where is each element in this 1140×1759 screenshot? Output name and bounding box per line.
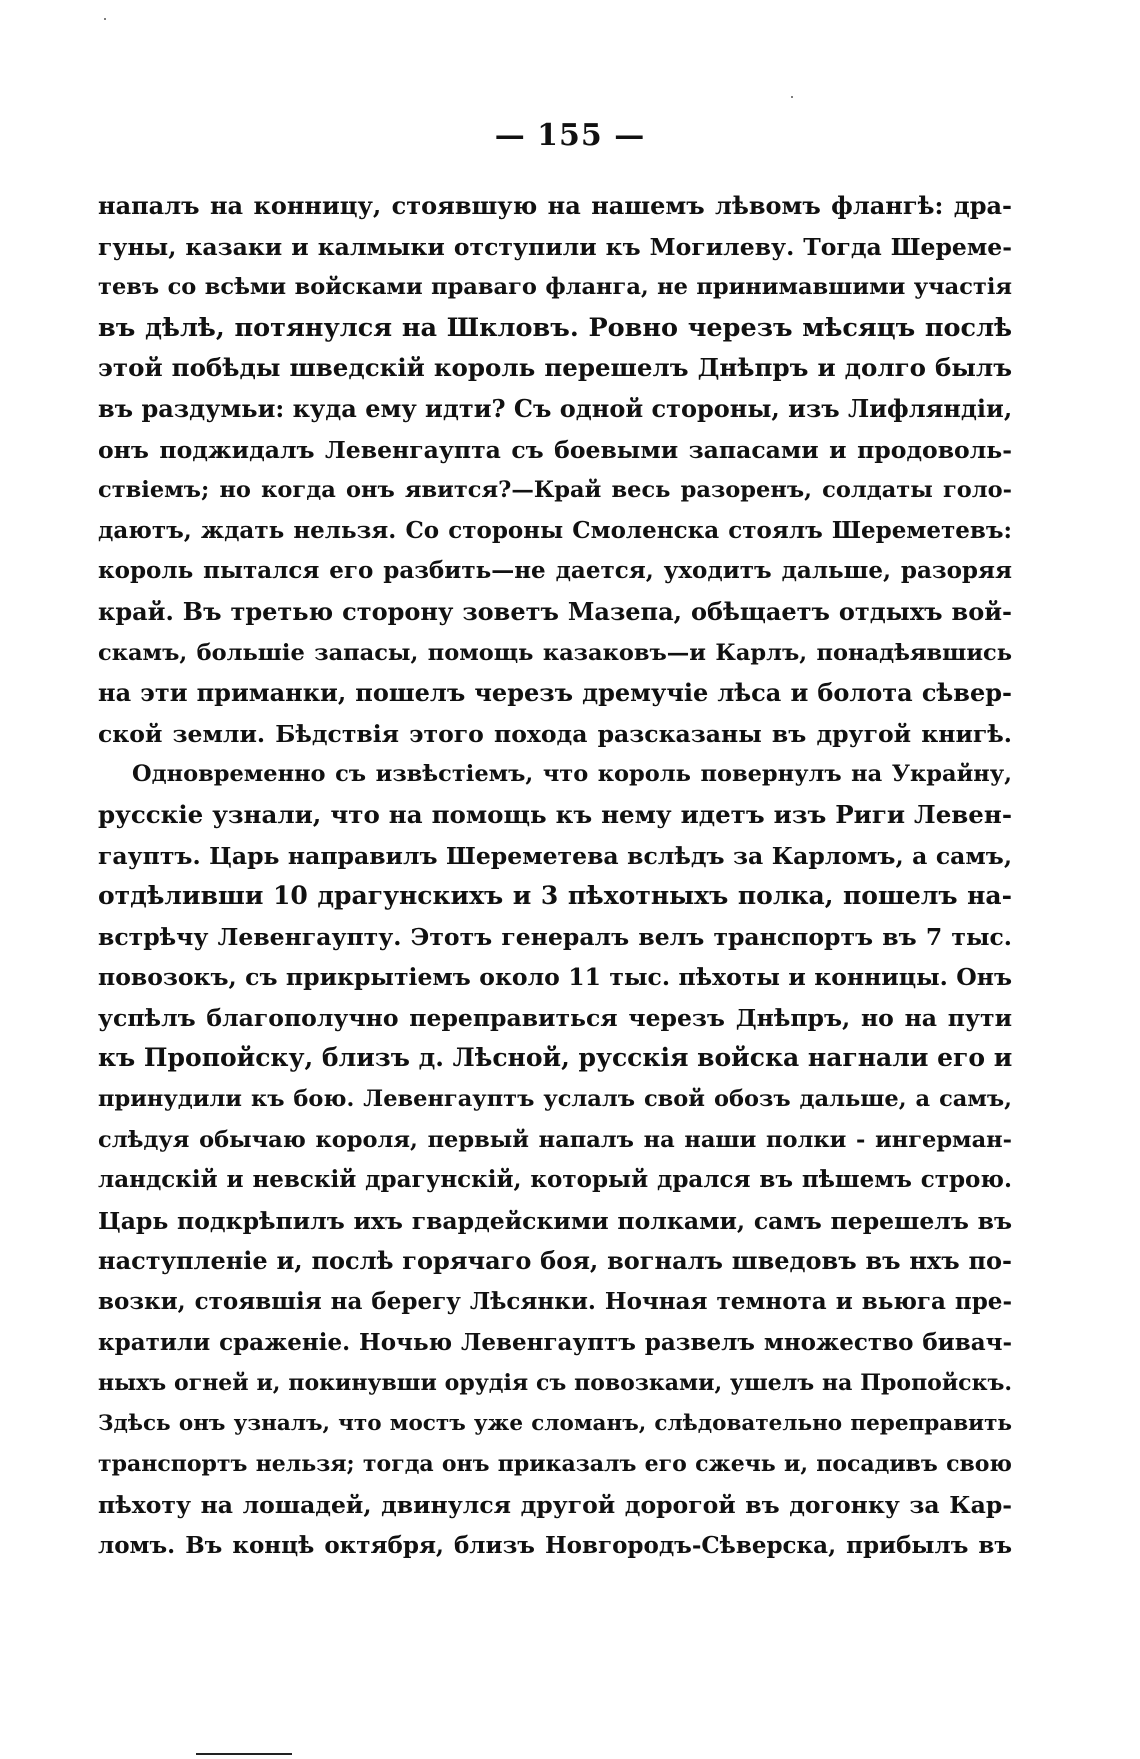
text-line: отдѣливши 10 драгунскихъ и 3 пѣхотныхъ полка, пошелъ на- — [98, 881, 1012, 911]
text-line: король пытался его разбить—не дается, уходитъ дальше, разоряя — [98, 557, 1012, 585]
scan-speck — [791, 96, 793, 98]
text-line: гауптъ. Царь направилъ Шереметева вслѣдъ за Карломъ, а самъ, — [98, 841, 1012, 870]
text-line: Царь подкрѣпилъ ихъ гвардейскими полками, самъ перешелъ въ — [98, 1206, 1012, 1235]
text-line: край. Въ третью сторону зоветъ Мазепа, обѣщаетъ отдыхъ вой- — [98, 596, 1012, 626]
text-line: кратили сраженіе. Ночью Левенгауптъ развелъ множество бивач- — [98, 1328, 1012, 1356]
footer-rule — [196, 1753, 292, 1755]
text-line: повозокъ, съ прикрытіемъ около 11 тыс. пѣхоты и конницы. Онъ — [98, 963, 1012, 992]
text-line: къ Пропойску, близъ д. Лѣсной, русскія войска нагнали его и — [98, 1043, 1012, 1073]
scan-speck — [104, 18, 106, 20]
text-line: наступленіе и, послѣ горячаго боя, вогналъ шведовъ въ нхъ по- — [98, 1246, 1012, 1276]
text-line: русскіе узнали, что на помощь къ нему идетъ изъ Риги Левен- — [98, 799, 1012, 829]
paragraph-start-line: Одновременно съ извѣстіемъ, что король повернулъ на Украйну, — [132, 761, 1012, 788]
text-line: въ раздумьи: куда ему идти? Съ одной стороны, изъ Лифляндіи, — [98, 393, 1012, 423]
text-line: тевъ со всѣми войсками праваго фланга, не принимавшими участія — [98, 274, 1012, 301]
text-line: принудили къ бою. Левенгауптъ услалъ свой обозъ дальше, а самъ, — [98, 1086, 1012, 1113]
text-line: транспортъ нельзя; тогда онъ приказалъ его сжечь и, посадивъ свою — [98, 1451, 1012, 1478]
text-line: напалъ на конницу, стоявшую на нашемъ лѣвомъ флангѣ: дра- — [98, 191, 1012, 220]
text-line: ской земли. Бѣдствія этого похода разсказаны въ другой книгѣ. — [98, 719, 1012, 748]
page-number: — 155 — — [494, 118, 646, 153]
text-line: скамъ, большіе запасы, помощь казаковъ—и Карлъ, понадѣявшись — [98, 639, 1012, 666]
text-line: встрѣчу Левенгаупту. Этотъ генералъ велъ транспортъ въ 7 тыс. — [98, 922, 1012, 951]
text-line: Здѣсь онъ узналъ, что мостъ уже сломанъ, слѣдовательно переправить — [98, 1410, 1012, 1436]
body-text — [98, 186, 1012, 1566]
text-line: онъ поджидалъ Левенгаупта съ боевыми запасами и продоволь- — [98, 435, 1012, 464]
text-line: возки, стоявшія на берегу Лѣсянки. Ночная темнота и вьюга пре- — [98, 1288, 1012, 1316]
text-line: успѣлъ благополучно переправиться черезъ Днѣпръ, но на пути — [98, 1003, 1012, 1032]
text-line: пѣхоту на лошадей, двинулся другой дорогой въ догонку за Кар- — [98, 1491, 1012, 1519]
text-line: даютъ, ждать нельзя. Со стороны Смоленска стоялъ Шереметевъ: — [98, 516, 1012, 544]
text-line: гуны, казаки и калмыки отступили къ Могилеву. Тогда Шереме- — [98, 232, 1012, 261]
text-line: ствіемъ; но когда онъ явится?—Край весь разоренъ, солдаты голо- — [98, 477, 1012, 504]
text-line: ландскій и невскій драгунскій, который дрался въ пѣшемъ строю. — [98, 1166, 1012, 1194]
text-line: въ дѣлѣ, потянулся на Шкловъ. Ровно черезъ мѣсяцъ послѣ — [98, 312, 1012, 343]
text-line: ломъ. Въ концѣ октября, близъ Новгородъ-Сѣверска, прибылъ въ — [98, 1531, 1012, 1559]
text-line: слѣдуя обычаю короля, первый напалъ на наши полки - ингерман- — [98, 1126, 1012, 1153]
text-line: этой побѣды шведскій король перешелъ Днѣпръ и долго былъ — [98, 353, 1012, 383]
text-line: ныхъ огней и, покинувши орудія съ повозками, ушелъ на Пропойскъ. — [98, 1370, 1012, 1397]
text-line: на эти приманки, пошелъ черезъ дремучіе лѣса и болота сѣвер- — [98, 678, 1012, 708]
